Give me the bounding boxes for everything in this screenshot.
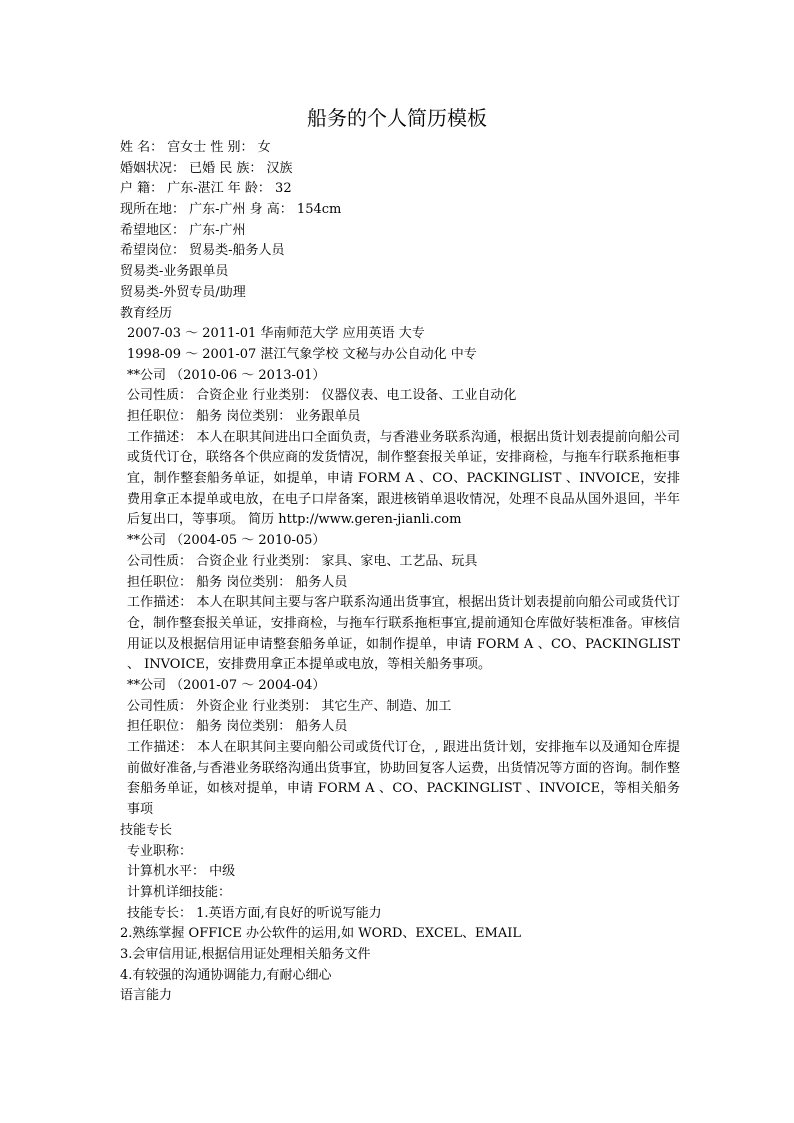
job-company: **公司 （2010-06 ～ 2013-01）: [127, 367, 326, 383]
marital-ethnicity-line: 婚姻状况： 已婚 民 族： 汉族: [120, 160, 293, 176]
job-position: 担任职位： 船务 岗位类别： 业务跟单员: [127, 408, 361, 424]
name-gender-line: 姓 名： 宫女士 性 别： 女: [120, 140, 271, 155]
job-nature: 公司性质： 合资企业 行业类别： 家具、家电、工艺品、玩具: [127, 553, 478, 569]
job-nature: 公司性质： 合资企业 行业类别： 仪器仪表、电工设备、工业自动化: [127, 388, 517, 404]
job-nature: 公司性质： 外资企业 行业类别： 其它生产、制造、加工: [127, 698, 452, 714]
language-heading: 语言能力: [120, 988, 173, 1004]
desired-position-line: 希望岗位： 贸易类-船务人员: [120, 243, 285, 259]
job-description: 工作描述： 本人在职其间进出口全面负责，与香港业务联系沟通，根据出货计划表提前向船公司或货代订仓，联络各个供应商的发货情况，制作整套报关单证，安排商检，与拖车行联系拖柜事宜，制作整套船务单证，如提单，申请 FORM A 、CO、PACKINGLIST 、INVOICE，安排费用拿正本提单或电放，在电子口岸备案，跟进核销单退收情况，处理不良品从国外退回，半年后复出口，等事项。 简历 http://www.geren-jianli.com: [127, 429, 680, 528]
location-height-line: 现所在地： 广东-广州 身 高： 154cm: [120, 202, 342, 218]
desired-region-line: 希望地区： 广东-广州: [120, 222, 246, 238]
job-company: **公司 （2004-05 ～ 2010-05）: [127, 533, 326, 549]
job-description: 工作描述： 本人在职其间主要向船公司或货代订仓，, 跟进出货计划，安排拖车以及通知仓库提前做好准备,与香港业务联络沟通出货事宜，协助回复客人运费，出货情况等方面的咨询。制作整套船务单证，如核对提单，申请 FORM A 、CO、PACKINGLIST 、INVOICE，等相关船务事项: [127, 740, 680, 818]
job-description: 工作描述： 本人在职其间主要与客户联系沟通出货事宜，根据出货计划表提前向船公司或货代订仓，制作整套报关单证，安排商检，与拖车行联系拖柜事宜,提前通知仓库做好装柜准备。审核信用证以及根据信用证申请整套船务单证，如制作提单，申请 FORM A 、CO、PACKINGLIST 、 INVOICE，安排费用拿正本提单或电放，等相关船务事项。: [127, 595, 680, 673]
document-title: 船务的个人简历模板: [307, 106, 487, 130]
resume-body: [120, 138, 680, 1007]
job-position: 担任职位： 船务 岗位类别： 船务人员: [127, 719, 348, 735]
desired-position-3: 贸易类-外贸专员/助理: [120, 284, 246, 300]
skill-item: 4.有较强的沟通协调能力,有耐心细心: [120, 967, 332, 983]
education-heading: 教育经历: [120, 305, 173, 321]
skill-item: 技能专长： 1.英语方面,有良好的听说写能力: [127, 905, 382, 921]
skill-item: 2.熟练掌握 OFFICE 办公软件的运用,如 WORD、EXCEL、EMAIL: [120, 926, 521, 942]
professional-title: 专业职称：: [127, 843, 193, 859]
job-company: **公司 （2001-07 ～ 2004-04）: [127, 678, 326, 694]
job-position: 担任职位： 船务 岗位类别： 船务人员: [127, 574, 348, 590]
desired-position-2: 贸易类-业务跟单员: [120, 264, 229, 280]
skill-item: 3.会审信用证,根据信用证处理相关船务文件: [120, 947, 371, 963]
computer-level: 计算机水平： 中级: [127, 864, 236, 880]
skills-heading: 技能专长: [120, 822, 173, 838]
education-item: 2007-03 ～ 2011-01 华南师范大学 应用英语 大专: [127, 326, 425, 342]
education-item: 1998-09 ～ 2001-07 湛江气象学校 文秘与办公自动化 中专: [127, 346, 477, 362]
computer-detail: 计算机详细技能：: [127, 884, 232, 900]
hometown-age-line: 户 籍： 广东-湛江 年 龄： 32: [120, 181, 292, 197]
